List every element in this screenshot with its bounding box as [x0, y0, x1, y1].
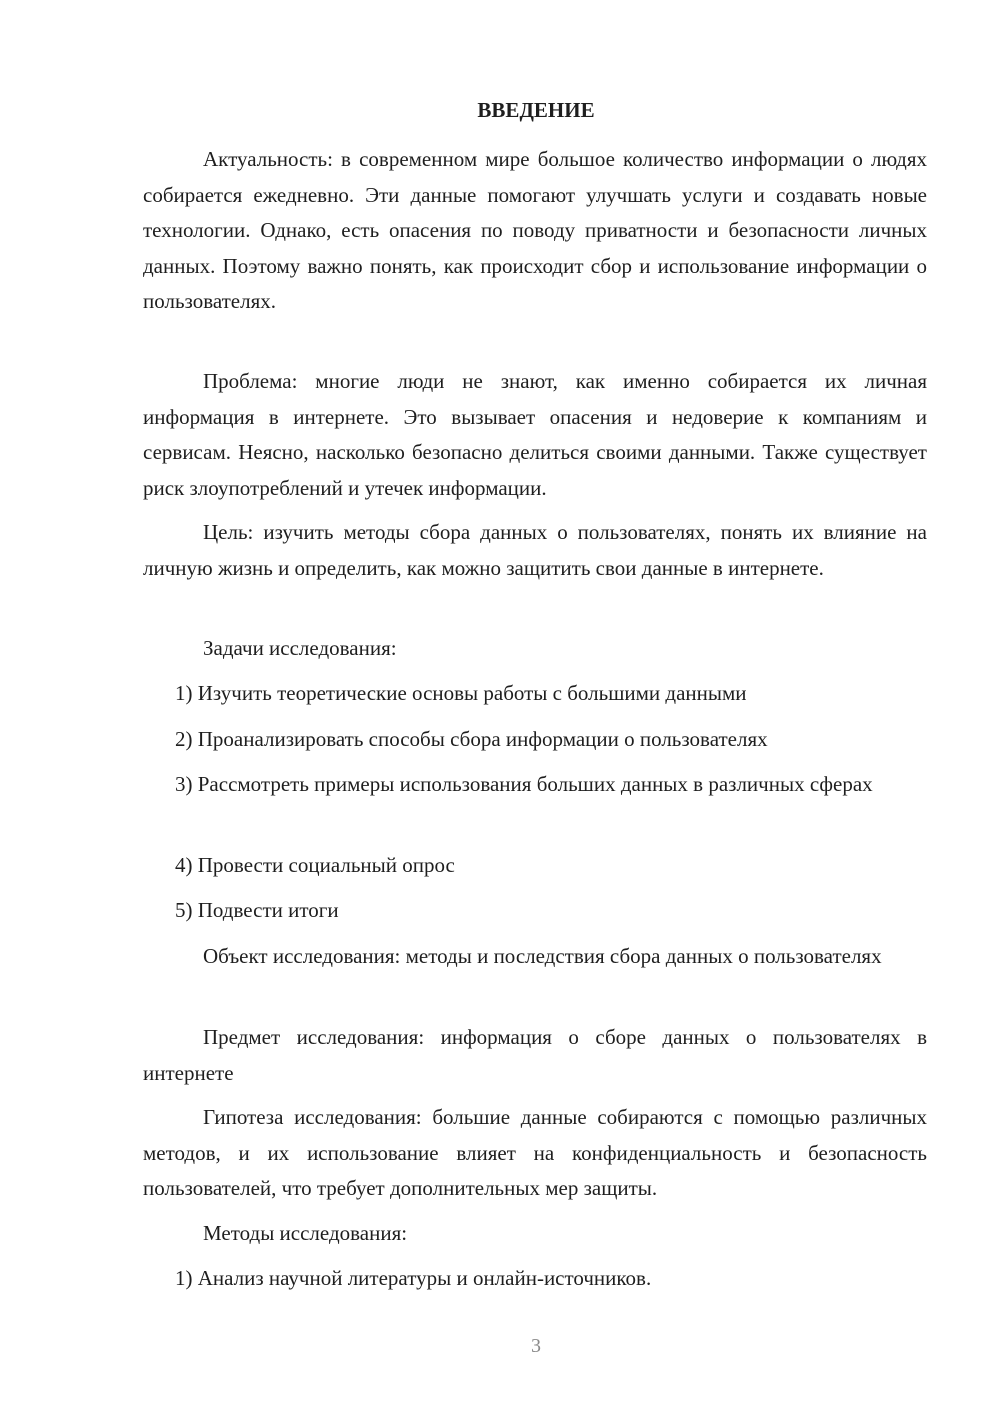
page-title: ВВЕДЕНИЕ: [477, 98, 595, 122]
page-number: 3: [531, 1335, 541, 1357]
tasks-heading: Задачи исследования:: [203, 636, 397, 660]
paragraph-relevance: Актуальность: в современном мире большое количество информации о людях собирается ежедневно. Эти данные помогают улучшать услуги и создавать новые технологии. Однако, есть опасения по поводу приватности и безопасности личных данных. Поэтому важно понять, как происходит сбор и использование информации о пользователях.: [143, 147, 927, 313]
paragraph-object: Объект исследования: методы и последствия сбора данных о пользователях: [203, 944, 882, 968]
task-item-1: 1) Изучить теоретические основы работы с большими данными: [175, 681, 747, 705]
method-item-1: 1) Анализ научной литературы и онлайн-источников.: [175, 1266, 652, 1290]
task-item-4: 4) Провести социальный опрос: [175, 853, 455, 877]
paragraph-subject: Предмет исследования: информация о сборе данных о пользователях в интернете: [143, 1025, 927, 1085]
task-item-2: 2) Проанализировать способы сбора информации о пользователях: [175, 727, 768, 751]
methods-heading: Методы исследования:: [203, 1221, 408, 1245]
paragraph-problem: Проблема: многие люди не знают, как именно собирается их личная информация в интернете. Это вызывает опасения и недоверие к компаниям и сервисам. Неясно, насколько безопасно делиться своими данными. Также существует риск злоупотреблений и утечек информации.: [143, 369, 927, 500]
paragraph-hypothesis: Гипотеза исследования: большие данные собираются с помощью различных методов, и их использование влияет на конфиденциальность и безопасность пользователей, что требует дополнительных мер защиты.: [143, 1105, 927, 1200]
task-item-5: 5) Подвести итоги: [175, 898, 339, 922]
task-item-3: 3) Рассмотреть примеры использования больших данных в различных сферах: [175, 772, 873, 796]
paragraph-goal: Цель: изучить методы сбора данных о пользователях, понять их влияние на личную жизнь и определить, как можно защитить свои данные в интернете.: [143, 520, 927, 580]
